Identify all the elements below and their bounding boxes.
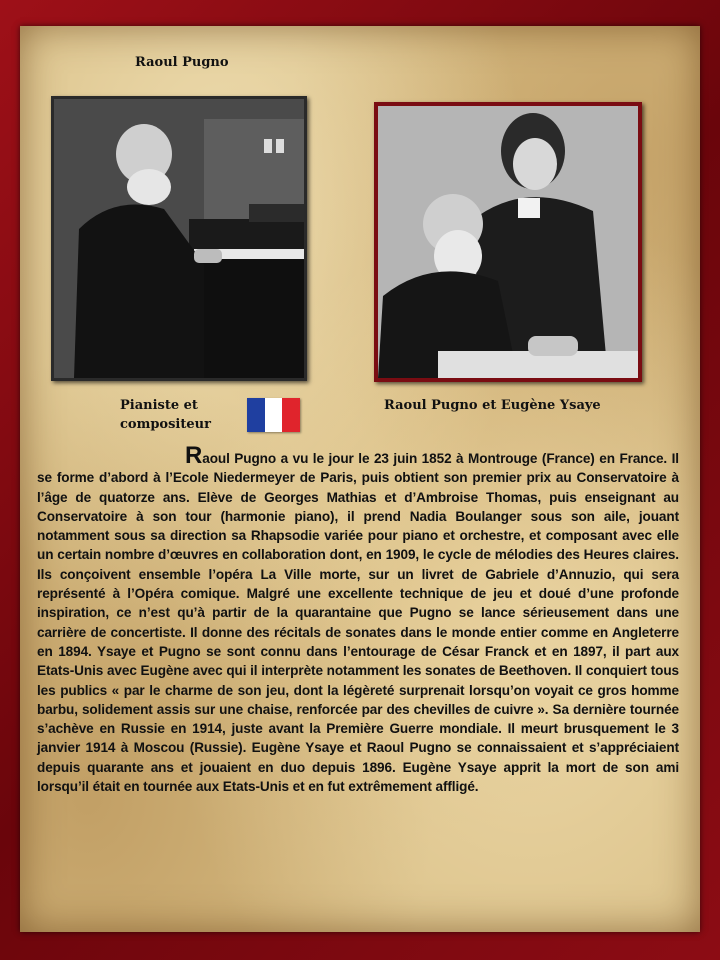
french-flag-icon xyxy=(247,398,300,432)
photo-pugno-at-piano xyxy=(51,96,307,381)
page-title: Raoul Pugno xyxy=(135,55,229,70)
dropcap-letter: R xyxy=(185,442,203,469)
biography-text xyxy=(37,442,679,796)
caption-left: Pianiste et compositeur xyxy=(120,398,211,432)
flag-white-stripe xyxy=(265,398,283,432)
pugno-piano-illustration xyxy=(54,99,304,378)
biography-body: aoul Pugno a vu le jour le 23 juin 1852 à Montrouge (France) en France. Il se forme d’abord à l’Ecole Niedermeyer de Paris, puis obtient son premier prix au Conservatoire à l’âge de quatorze ans. Elève de Georges Mathias et d’Ambroise Thomas, puis enseignant au Conservatoire à son tour (harmonie piano), il prend Nadia Boulanger sous son aile, jouant notamment sous sa direction sa Rhapsodie variée pour piano et orchestre, et composant avec elle un certain nombre d’œuvres en collaboration dont, en 1909, le cycle de mélodies des Heures claires. Ils conçoivent ensemble l’opéra La Ville morte, sur un livret de Gabriele d’Annuzio, qui sera représenté à l’Opéra comique. Malgré une excellente technique de jeu et doué d’une profonde inspiration, ce n’est qu’à partir de la quarantaine que Pugno se lance sérieusement dans une carrière de concertiste. Il donne des récitals de sonates dans le monde entier comme en Angleterre en 1894. Ysaye et Pugno se sont connu dans l’entourage de César Franck et en 1897, il part aux Etats-Unis avec Eugène avec qui il interprète notamment les sonates de Beethoven. Il conquiert tous les publics « par le charme de son jeu, dont la légèreté surprenait lorsqu’on voyait ce gros homme barbu, solidement assis sur une chaise, renforcée par des chevilles de cuivre ». Sa dernière tournée s’achève en Russie en 1914, juste avant la Première Guerre mondiale. Il meurt brusquement le 3 janvier 1914 à Moscou (Russie). Eugène Ysaye et Raoul Pugno se connaissaient et s’appréciaient depuis quarante ans et jouaient en duo depuis 1896. Eugène Ysaye apprit la mort de son ami lorsqu’il était en tournée aux Etats-Unis et en fut extrêmement affligé. xyxy=(37,451,679,795)
flag-blue-stripe xyxy=(247,398,265,432)
pugno-ysaye-illustration xyxy=(378,106,638,378)
photo-pugno-and-ysaye xyxy=(374,102,642,382)
caption-right: Raoul Pugno et Eugène Ysaye xyxy=(384,398,601,413)
flag-red-stripe xyxy=(282,398,300,432)
